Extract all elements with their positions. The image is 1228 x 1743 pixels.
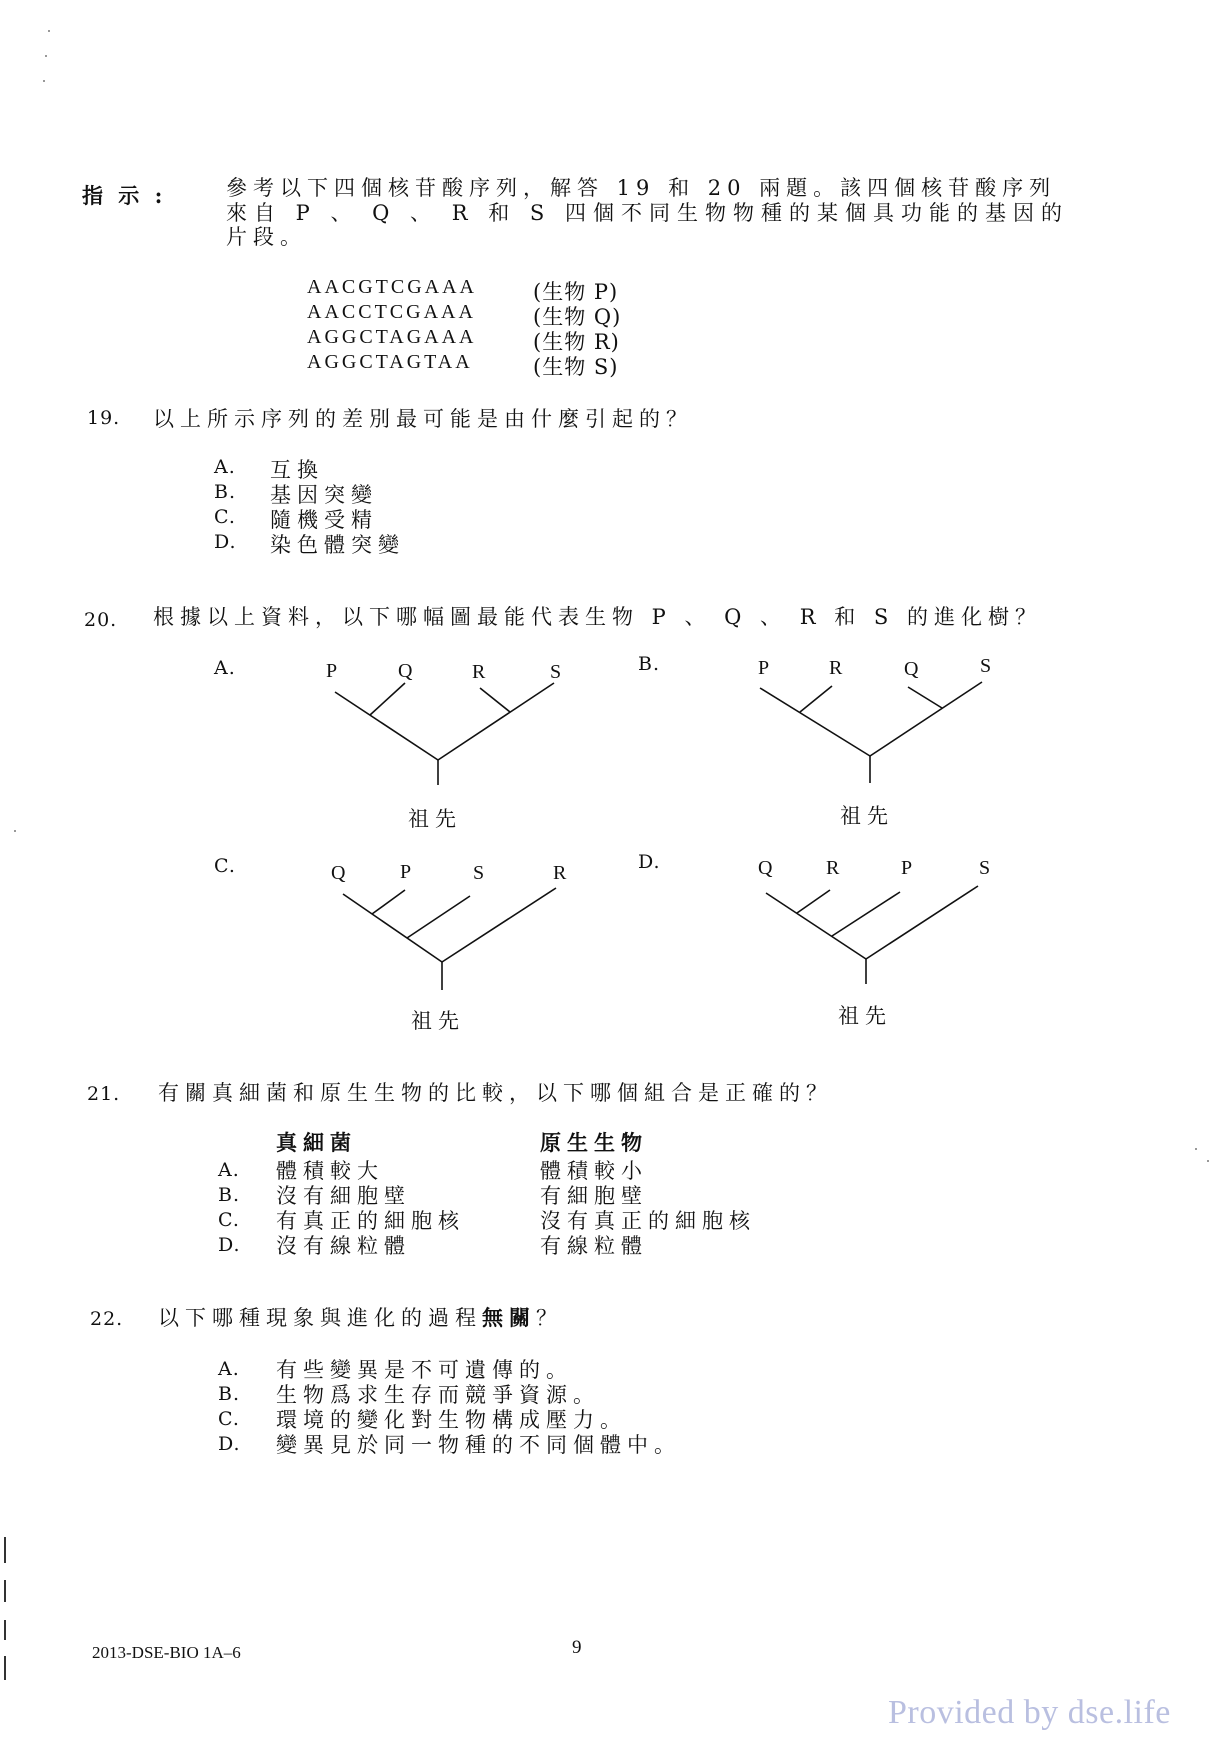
tree-d-leaf-2: R xyxy=(826,857,840,879)
q22-option-c-letter: C. xyxy=(218,1408,240,1430)
tree-c-leaf-4: R xyxy=(553,862,567,884)
q21-row-c-letter: C. xyxy=(218,1209,240,1231)
q20-question: 根據以上資料，以下哪幅圖最能代表生物 P 、 Q 、 R 和 S 的進化樹？ xyxy=(153,605,1042,629)
tree-a-branch-left xyxy=(335,692,438,760)
q22-question-end: ？ xyxy=(536,1306,563,1330)
q22-question-start: 以下哪種現象與進化的過程 xyxy=(158,1306,482,1330)
scan-mark xyxy=(4,1580,6,1602)
tree-b-leaf-3: Q xyxy=(904,658,919,680)
q21-number: 21. xyxy=(87,1083,121,1105)
q21-row-d-col1: 沒有線粒體 xyxy=(276,1234,411,1258)
tree-c-leaf-1: Q xyxy=(331,862,346,884)
instruction-line-2: 來自 P 、 Q 、 R 和 S 四個不同生物物種的某個具功能的基因的 xyxy=(226,201,1069,225)
q21-row-c-col1: 有真正的細胞核 xyxy=(276,1209,465,1233)
tree-b-leaf-2: R xyxy=(829,657,843,679)
q21-row-b-col2: 有細胞壁 xyxy=(540,1184,648,1208)
sequence-p: AACGTCGAAA xyxy=(307,276,477,298)
tree-c-branch-s xyxy=(407,896,470,938)
organism-r: (生物 R) xyxy=(533,330,620,354)
sequence-r: AGGCTAGAAA xyxy=(307,326,477,348)
instruction-heading: 指 示 : xyxy=(82,183,167,208)
tree-c-branch-right xyxy=(442,888,556,962)
q21-row-d-col2: 有線粒體 xyxy=(540,1234,648,1258)
footer-page-number: 9 xyxy=(572,1637,582,1658)
tree-b-branch-right xyxy=(870,682,982,756)
q21-row-a-col2: 體積較小 xyxy=(540,1159,648,1183)
tree-a-ancestor: 祖先 xyxy=(408,807,462,831)
q22-option-c: 環境的變化對生物構成壓力。 xyxy=(276,1408,627,1432)
scan-speck xyxy=(14,830,16,832)
q22-option-b: 生物爲求生存而競爭資源。 xyxy=(276,1383,600,1407)
tree-d-branch-left xyxy=(766,893,866,959)
q22-question xyxy=(158,1302,563,1332)
q21-row-d-letter: D. xyxy=(218,1234,241,1256)
q22-question-emphasis: 無關 xyxy=(482,1305,536,1330)
organism-q: (生物 Q) xyxy=(533,305,622,329)
tree-d-leaf-3: P xyxy=(901,857,913,879)
tree-a-leaf-4: S xyxy=(550,661,562,683)
q21-row-b-letter: B. xyxy=(218,1184,241,1206)
q21-question: 有關真細菌和原生生物的比較，以下哪個組合是正確的？ xyxy=(158,1081,833,1105)
organism-p: (生物 P) xyxy=(533,280,619,304)
scan-mark xyxy=(4,1656,6,1680)
q19-question: 以上所示序列的差別最可能是由什麼引起的？ xyxy=(153,407,693,431)
q21-row-a-col1: 體積較大 xyxy=(276,1159,384,1183)
q19-option-b-letter: B. xyxy=(214,481,237,503)
instruction-line-3: 片段。 xyxy=(226,225,307,249)
q21-row-c-col2: 沒有真正的細胞核 xyxy=(540,1209,756,1233)
q21-row-a-letter: A. xyxy=(218,1159,240,1181)
q19-option-a: 互換 xyxy=(270,458,324,482)
q22-option-a-letter: A. xyxy=(218,1358,240,1380)
scan-speck xyxy=(43,80,45,82)
watermark: Provided by dse.life xyxy=(888,1694,1171,1731)
organism-s: (生物 S) xyxy=(533,355,619,379)
tree-a-leaf-2: Q xyxy=(398,660,413,682)
scan-mark xyxy=(4,1620,6,1640)
tree-a-leaf-1: P xyxy=(326,660,338,682)
scan-speck xyxy=(45,55,47,57)
q19-number: 19. xyxy=(87,407,121,429)
tree-a-diagram xyxy=(300,655,580,790)
tree-a-letter: A. xyxy=(214,657,236,679)
tree-b-leaf-1: P xyxy=(758,657,770,679)
scan-speck xyxy=(1207,1160,1209,1162)
tree-d-branch-r xyxy=(797,890,830,913)
q21-header-bacteria: 真細菌 xyxy=(276,1130,357,1155)
tree-c-leaf-2: P xyxy=(400,861,412,883)
q22-option-d-letter: D. xyxy=(218,1433,241,1455)
q22-option-d: 變異見於同一物種的不同個體中。 xyxy=(276,1433,681,1457)
q22-number: 22. xyxy=(90,1308,124,1330)
tree-c-diagram xyxy=(320,880,580,1000)
tree-b-branch-r xyxy=(800,686,832,712)
sequence-s: AGGCTAGTAA xyxy=(307,351,473,373)
q22-option-a: 有些變異是不可遺傳的。 xyxy=(276,1358,573,1382)
q19-option-d-letter: D. xyxy=(214,531,237,553)
tree-b-branch-q xyxy=(908,687,942,708)
tree-b-leaf-4: S xyxy=(980,655,992,677)
q19-option-d: 染色體突變 xyxy=(270,533,405,557)
q20-number: 20. xyxy=(84,609,118,631)
tree-b-branch-left xyxy=(760,688,870,756)
tree-b-diagram xyxy=(740,655,1000,790)
tree-c-letter: C. xyxy=(214,855,236,877)
q19-option-b: 基因突變 xyxy=(270,483,378,507)
scan-speck xyxy=(1195,1148,1197,1150)
q21-header-protists: 原生生物 xyxy=(540,1130,648,1155)
tree-a-branch-r xyxy=(480,688,510,712)
q21-row-b-col1: 沒有細胞壁 xyxy=(276,1184,411,1208)
tree-c-branch-p xyxy=(372,890,405,914)
tree-d-branch-right xyxy=(866,886,978,959)
scan-speck xyxy=(48,30,50,32)
tree-d-leaf-4: S xyxy=(979,857,991,879)
tree-b-letter: B. xyxy=(638,653,661,675)
tree-a-leaf-3: R xyxy=(472,661,486,683)
footer-paper-code: 2013-DSE-BIO 1A–6 xyxy=(92,1643,241,1662)
q19-option-a-letter: A. xyxy=(214,456,236,478)
tree-a-branch-q xyxy=(370,683,405,715)
tree-d-ancestor: 祖先 xyxy=(838,1004,892,1028)
q19-option-c-letter: C. xyxy=(214,506,236,528)
tree-c-ancestor: 祖先 xyxy=(411,1009,465,1033)
tree-c-branch-left xyxy=(343,894,442,962)
q22-option-b-letter: B. xyxy=(218,1383,241,1405)
instruction-line-1: 參考以下四個核苷酸序列，解答 19 和 20 兩題。該四個核苷酸序列 xyxy=(226,176,1057,200)
tree-b-ancestor: 祖先 xyxy=(840,804,894,828)
tree-d-leaf-1: Q xyxy=(758,857,773,879)
tree-c-leaf-3: S xyxy=(473,862,485,884)
scan-mark xyxy=(4,1537,6,1563)
tree-d-diagram xyxy=(750,880,1000,1000)
sequence-q: AACCTCGAAA xyxy=(307,301,476,323)
tree-d-branch-p xyxy=(832,892,900,936)
tree-d-letter: D. xyxy=(638,851,661,873)
tree-a-branch-right xyxy=(438,683,554,760)
q19-option-c: 隨機受精 xyxy=(270,508,378,532)
